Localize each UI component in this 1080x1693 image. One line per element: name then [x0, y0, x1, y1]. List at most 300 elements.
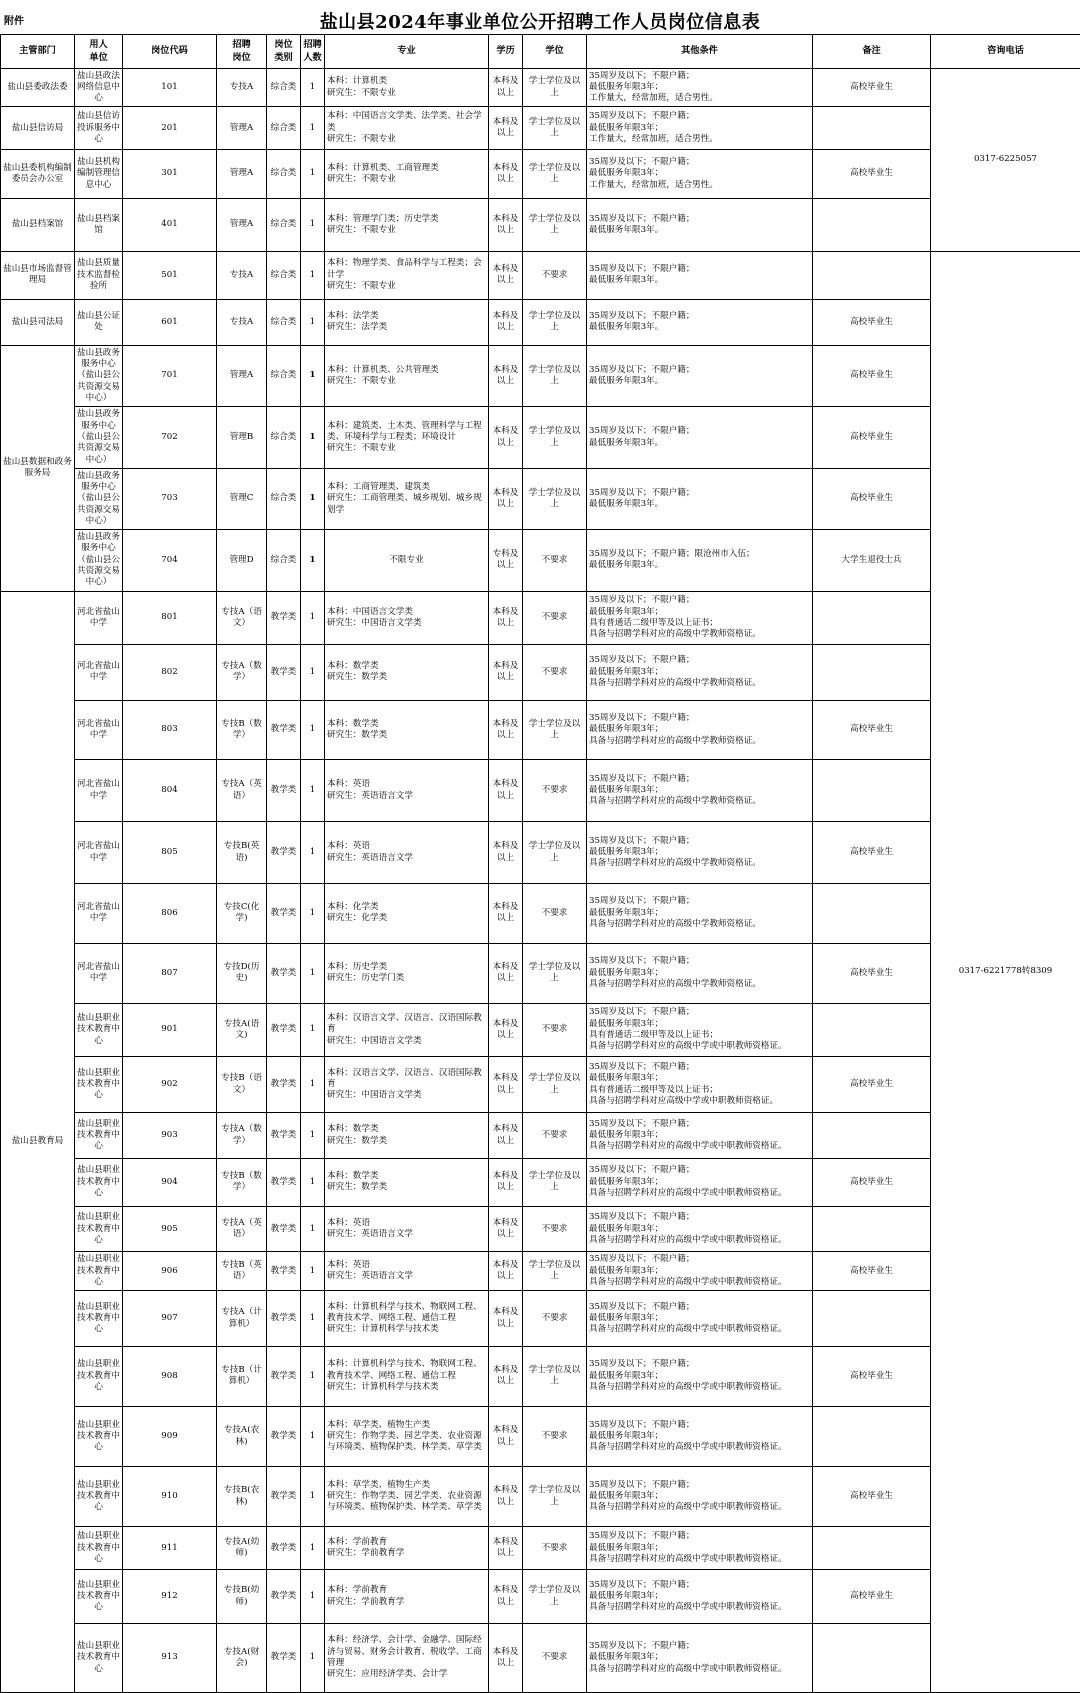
positions-table	[0, 34, 1080, 1693]
cell-conditions: 35周岁及以下；不限户籍； 最低服务年限3年； 具备与招聘学科对应的高级中学教师资格证。	[587, 883, 813, 943]
cell-degree: 不要求	[523, 1113, 587, 1158]
cell-major: 本科：英语 研究生：英语语言文学	[325, 760, 489, 822]
cell-education: 本科及以上	[489, 1004, 523, 1056]
cell-conditions: 35周岁及以下；不限户籍； 最低服务年限3年； 具备与招聘学科对应的高级中学或中职教师资格证。	[587, 1291, 813, 1347]
cell-category: 教学类	[267, 1004, 301, 1056]
table-row	[1, 252, 1080, 299]
cell-degree: 不要求	[523, 1527, 587, 1570]
cell-unit: 盐山县质量技术监督检验所	[75, 252, 123, 299]
header-remarks: 备注	[813, 35, 931, 69]
header-major: 专业	[325, 35, 489, 69]
cell-remarks	[813, 1113, 931, 1158]
cell-code: 806	[123, 883, 217, 943]
cell-degree: 学士学位及以上	[523, 822, 587, 884]
cell-major: 本科：数学类 研究生：数学类	[325, 1158, 489, 1206]
cell-unit: 盐山县职业技术教育中心	[75, 1467, 123, 1527]
cell-code: 911	[123, 1527, 217, 1570]
cell-major: 不限专业	[325, 530, 489, 591]
cell-dept: 盐山县委机构编制委员会办公室	[1, 150, 75, 198]
cell-count: 1	[301, 1113, 325, 1158]
cell-degree: 学士学位及以上	[523, 1467, 587, 1527]
cell-category: 教学类	[267, 883, 301, 943]
table-row	[1, 1252, 1080, 1291]
cell-category: 教学类	[267, 943, 301, 1004]
cell-position: 管理D	[217, 530, 267, 591]
cell-position: 管理B	[217, 407, 267, 468]
table-row	[1, 1467, 1080, 1527]
cell-degree: 学士学位及以上	[523, 468, 587, 529]
cell-count: 1	[301, 407, 325, 468]
cell-category: 综合类	[267, 107, 301, 150]
cell-major: 本科：英语 研究生：英语语言文学	[325, 1207, 489, 1252]
cell-unit: 盐山县政务服务中心（盐山县公共资源交易中心）	[75, 530, 123, 591]
cell-major: 本科：数学类 研究生：数学类	[325, 1113, 489, 1158]
cell-code: 905	[123, 1207, 217, 1252]
cell-category: 综合类	[267, 252, 301, 299]
cell-degree: 学士学位及以上	[523, 1252, 587, 1291]
header-conditions: 其他条件	[587, 35, 813, 69]
cell-count: 1	[301, 530, 325, 591]
table-header-row	[1, 35, 1080, 69]
cell-education: 本科及以上	[489, 407, 523, 468]
cell-major: 本科：建筑类、土木类、管理科学与工程类、环境科学与工程类；环境设计 研究生：不限专业	[325, 407, 489, 468]
cell-degree: 学士学位及以上	[523, 150, 587, 198]
cell-unit: 盐山县职业技术教育中心	[75, 1291, 123, 1347]
cell-conditions: 35周岁及以下；不限户籍； 最低服务年限3年； 具备与招聘学科对应的高级中学或中职教师资格证。	[587, 1207, 813, 1252]
table-row	[1, 822, 1080, 884]
cell-major: 本科：计算机科学与技术、物联网工程、教育技术学、网络工程、通信工程 研究生：计算机科学与技术类	[325, 1347, 489, 1407]
cell-unit: 盐山县职业技术教育中心	[75, 1207, 123, 1252]
cell-dept: 盐山县市场监督管理局	[1, 252, 75, 299]
cell-major: 本科：英语 研究生：英语语言文学	[325, 822, 489, 884]
cell-unit: 河北省盐山中学	[75, 591, 123, 645]
cell-major: 本科：数学类 研究生：数学类	[325, 645, 489, 701]
cell-code: 901	[123, 1004, 217, 1056]
cell-degree: 不要求	[523, 1207, 587, 1252]
table-row	[1, 760, 1080, 822]
cell-conditions: 35周岁及以下；不限户籍； 最低服务年限3年； 具备与招聘学科对应的高级中学或中职教师资格证。	[587, 1347, 813, 1407]
cell-major: 本科：汉语言文学、汉语言、汉语国际教育 研究生：中国语言文学类	[325, 1004, 489, 1056]
table-row	[1, 1347, 1080, 1407]
cell-education: 本科及以上	[489, 1527, 523, 1570]
table-row	[1, 69, 1080, 107]
cell-code: 912	[123, 1570, 217, 1624]
cell-education: 本科及以上	[489, 198, 523, 252]
cell-position: 专技B（数学）	[217, 700, 267, 760]
cell-education: 本科及以上	[489, 107, 523, 150]
cell-degree: 学士学位及以上	[523, 943, 587, 1004]
cell-category: 综合类	[267, 150, 301, 198]
cell-unit: 盐山县公证处	[75, 299, 123, 345]
cell-education: 本科及以上	[489, 645, 523, 701]
cell-category: 综合类	[267, 407, 301, 468]
cell-unit: 盐山县信访投诉服务中心	[75, 107, 123, 150]
cell-remarks: 高校毕业生	[813, 345, 931, 406]
table-row	[1, 1291, 1080, 1347]
header-degree: 学位	[523, 35, 587, 69]
cell-remarks: 高校毕业生	[813, 1347, 931, 1407]
cell-code: 908	[123, 1347, 217, 1407]
cell-degree: 学士学位及以上	[523, 1347, 587, 1407]
table-row	[1, 645, 1080, 701]
cell-category: 综合类	[267, 69, 301, 107]
header-code: 岗位代码	[123, 35, 217, 69]
cell-education: 本科及以上	[489, 591, 523, 645]
table-row	[1, 1623, 1080, 1692]
cell-category: 教学类	[267, 1207, 301, 1252]
table-row	[1, 107, 1080, 150]
cell-position: 专技B（计算机）	[217, 1347, 267, 1407]
cell-dept: 盐山县数据和政务服务局	[1, 345, 75, 591]
cell-degree: 不要求	[523, 645, 587, 701]
cell-degree: 学士学位及以上	[523, 299, 587, 345]
cell-major: 本科：化学类 研究生：化学类	[325, 883, 489, 943]
cell-count: 1	[301, 591, 325, 645]
cell-conditions: 35周岁及以下；不限户籍； 最低服务年限3年。	[587, 407, 813, 468]
cell-remarks: 高校毕业生	[813, 1056, 931, 1113]
cell-conditions: 35周岁及以下；不限户籍； 最低服务年限3年； 具有普通话二级甲等及以上证书； 具备与招聘学科对应的高级中学或中职教师资格证。	[587, 1004, 813, 1056]
cell-code: 401	[123, 198, 217, 252]
cell-code: 801	[123, 591, 217, 645]
cell-position: 专技A（英语）	[217, 1207, 267, 1252]
table-row	[1, 883, 1080, 943]
table-row	[1, 407, 1080, 468]
cell-conditions: 35周岁及以下；不限户籍； 最低服务年限3年； 具备与招聘学科对应的高级中学或中职教师资格证。	[587, 1623, 813, 1692]
cell-remarks: 高校毕业生	[813, 822, 931, 884]
attachment-label: 附件	[4, 16, 24, 27]
cell-count: 1	[301, 1004, 325, 1056]
cell-remarks: 高校毕业生	[813, 943, 931, 1004]
cell-major: 本科：草学类、植物生产类 研究生：作物学类、园艺学类、农业资源与环境类、植物保护类、林学类、草学类	[325, 1406, 489, 1467]
cell-count: 1	[301, 345, 325, 406]
cell-remarks: 高校毕业生	[813, 299, 931, 345]
cell-position: 专技A	[217, 299, 267, 345]
cell-count: 1	[301, 150, 325, 198]
cell-code: 804	[123, 760, 217, 822]
cell-count: 1	[301, 252, 325, 299]
cell-code: 704	[123, 530, 217, 591]
cell-remarks	[813, 198, 931, 252]
cell-position: 专技A	[217, 252, 267, 299]
cell-code: 201	[123, 107, 217, 150]
table-row	[1, 345, 1080, 406]
cell-education: 本科及以上	[489, 1347, 523, 1407]
cell-remarks	[813, 1406, 931, 1467]
cell-degree: 不要求	[523, 530, 587, 591]
cell-count: 1	[301, 1347, 325, 1407]
cell-remarks: 大学生退役士兵	[813, 530, 931, 591]
cell-degree: 不要求	[523, 1406, 587, 1467]
cell-dept: 盐山县教育局	[1, 591, 75, 1692]
cell-remarks: 高校毕业生	[813, 1467, 931, 1527]
cell-remarks	[813, 883, 931, 943]
cell-position: 专技B(农林)	[217, 1467, 267, 1527]
cell-count: 1	[301, 1158, 325, 1206]
cell-position: 专技B(英语)	[217, 822, 267, 884]
cell-category: 教学类	[267, 1570, 301, 1624]
cell-unit: 河北省盐山中学	[75, 700, 123, 760]
cell-unit: 盐山县职业技术教育中心	[75, 1623, 123, 1692]
page-title: 盐山县2024年事业单位公开招聘工作人员岗位信息表	[319, 12, 761, 33]
cell-position: 专技B(幼师)	[217, 1570, 267, 1624]
cell-conditions: 35周岁及以下；不限户籍； 最低服务年限3年。	[587, 468, 813, 529]
cell-degree: 学士学位及以上	[523, 1056, 587, 1113]
cell-dept: 盐山县司法局	[1, 299, 75, 345]
cell-dept: 盐山县委政法委	[1, 69, 75, 107]
cell-count: 1	[301, 468, 325, 529]
cell-count: 1	[301, 822, 325, 884]
cell-conditions: 35周岁及以下；不限户籍； 最低服务年限3年； 具有普通话二级甲等及以上证书； 具备与招聘学科对应的高级中学教师资格证。	[587, 591, 813, 645]
cell-phone: 0317-6225057	[931, 69, 1080, 252]
cell-conditions: 35周岁及以下；不限户籍； 最低服务年限3年； 具备与招聘学科对应的高级中学教师资格证。	[587, 645, 813, 701]
cell-major: 本科：学前教育 研究生：学前教育学	[325, 1570, 489, 1624]
cell-code: 902	[123, 1056, 217, 1113]
cell-conditions: 35周岁及以下；不限户籍；限沧州市入伍； 最低服务年限3年。	[587, 530, 813, 591]
cell-unit: 盐山县职业技术教育中心	[75, 1158, 123, 1206]
cell-position: 专技A	[217, 69, 267, 107]
cell-degree: 学士学位及以上	[523, 1570, 587, 1624]
cell-major: 本科：学前教育 研究生：学前教育学	[325, 1527, 489, 1570]
cell-unit: 盐山县政务服务中心（盐山县公共资源交易中心）	[75, 345, 123, 406]
table-row	[1, 530, 1080, 591]
cell-unit: 盐山县职业技术教育中心	[75, 1004, 123, 1056]
cell-count: 1	[301, 700, 325, 760]
cell-degree: 不要求	[523, 252, 587, 299]
cell-degree: 不要求	[523, 1291, 587, 1347]
table-row	[1, 1004, 1080, 1056]
cell-position: 专技A（计算机）	[217, 1291, 267, 1347]
cell-degree: 学士学位及以上	[523, 198, 587, 252]
cell-count: 1	[301, 1252, 325, 1291]
header-education: 学历	[489, 35, 523, 69]
cell-code: 702	[123, 407, 217, 468]
cell-major: 本科：工商管理类、建筑类 研究生：工商管理类、城乡规划、城乡规划学	[325, 468, 489, 529]
table-row	[1, 943, 1080, 1004]
cell-education: 本科及以上	[489, 1467, 523, 1527]
table-row	[1, 299, 1080, 345]
cell-position: 专技B（语文）	[217, 1056, 267, 1113]
cell-major: 本科：中国语言文学类 研究生：中国语言文学类	[325, 591, 489, 645]
cell-remarks: 高校毕业生	[813, 1252, 931, 1291]
cell-position: 专技A（语文）	[217, 591, 267, 645]
cell-degree: 学士学位及以上	[523, 345, 587, 406]
cell-category: 综合类	[267, 198, 301, 252]
cell-position: 管理A	[217, 198, 267, 252]
cell-conditions: 35周岁及以下；不限户籍； 最低服务年限3年； 具备与招聘学科对应的高级中学教师资格证。	[587, 700, 813, 760]
cell-conditions: 35周岁及以下；不限户籍； 最低服务年限3年； 具备与招聘学科对应的高级中学或中职教师资格证。	[587, 1527, 813, 1570]
cell-code: 703	[123, 468, 217, 529]
cell-major: 本科：汉语言文学、汉语言、汉语国际教育 研究生：中国语言文学类	[325, 1056, 489, 1113]
cell-remarks	[813, 1004, 931, 1056]
cell-major: 本科：管理学门类；历史学类 研究生：不限专业	[325, 198, 489, 252]
cell-conditions: 35周岁及以下；不限户籍； 最低服务年限3年； 具备与招聘学科对应的高级中学或中职教师资格证。	[587, 1570, 813, 1624]
cell-degree: 学士学位及以上	[523, 407, 587, 468]
cell-phone: 0317-6221778转8309	[931, 252, 1080, 1693]
cell-education: 本科及以上	[489, 69, 523, 107]
cell-unit: 盐山县职业技术教育中心	[75, 1252, 123, 1291]
table-row	[1, 1406, 1080, 1467]
table-row	[1, 1527, 1080, 1570]
cell-unit: 河北省盐山中学	[75, 822, 123, 884]
cell-education: 本科及以上	[489, 299, 523, 345]
cell-count: 1	[301, 1291, 325, 1347]
cell-major: 本科：中国语言文学类、法学类、社会学类 研究生：不限专业	[325, 107, 489, 150]
cell-position: 专技A（数学）	[217, 1113, 267, 1158]
cell-category: 教学类	[267, 1347, 301, 1407]
cell-major: 本科：计算机类、公共管理类 研究生：不限专业	[325, 345, 489, 406]
cell-remarks: 高校毕业生	[813, 468, 931, 529]
cell-code: 904	[123, 1158, 217, 1206]
cell-degree: 不要求	[523, 883, 587, 943]
cell-degree: 学士学位及以上	[523, 1158, 587, 1206]
cell-unit: 盐山县机构编制管理信息中心	[75, 150, 123, 198]
cell-conditions: 35周岁及以下；不限户籍； 最低服务年限3年。	[587, 198, 813, 252]
cell-conditions: 35周岁及以下；不限户籍； 最低服务年限3年； 具备与招聘学科对应的高级中学教师资格证。	[587, 943, 813, 1004]
cell-conditions: 35周岁及以下；不限户籍； 最低服务年限3年； 工作量大，经常加班，适合男性。	[587, 69, 813, 107]
cell-count: 1	[301, 69, 325, 107]
table-row	[1, 150, 1080, 198]
cell-position: 专技C(化学)	[217, 883, 267, 943]
cell-position: 专技A(农林)	[217, 1406, 267, 1467]
cell-remarks: 高校毕业生	[813, 150, 931, 198]
cell-category: 综合类	[267, 299, 301, 345]
cell-education: 本科及以上	[489, 345, 523, 406]
cell-education: 专科及以上	[489, 530, 523, 591]
cell-category: 教学类	[267, 760, 301, 822]
cell-unit: 河北省盐山中学	[75, 645, 123, 701]
cell-conditions: 35周岁及以下；不限户籍； 最低服务年限3年。	[587, 299, 813, 345]
cell-count: 1	[301, 1570, 325, 1624]
cell-unit: 盐山县职业技术教育中心	[75, 1406, 123, 1467]
table-row	[1, 1207, 1080, 1252]
cell-count: 1	[301, 1467, 325, 1527]
cell-remarks: 高校毕业生	[813, 1158, 931, 1206]
cell-code: 906	[123, 1252, 217, 1291]
cell-count: 1	[301, 1527, 325, 1570]
header-phone: 咨询电话	[931, 35, 1080, 69]
cell-remarks	[813, 645, 931, 701]
cell-position: 专技A(幼师)	[217, 1527, 267, 1570]
cell-remarks	[813, 1291, 931, 1347]
cell-code: 909	[123, 1406, 217, 1467]
cell-position: 专技D(历史)	[217, 943, 267, 1004]
cell-count: 1	[301, 943, 325, 1004]
cell-position: 专技A(语文)	[217, 1004, 267, 1056]
cell-degree: 学士学位及以上	[523, 69, 587, 107]
cell-category: 教学类	[267, 1158, 301, 1206]
cell-major: 本科：草学类、植物生产类 研究生：作物学类、园艺学类、农业资源与环境类、植物保护类、林学类、草学类	[325, 1467, 489, 1527]
table-row	[1, 1570, 1080, 1624]
cell-remarks: 高校毕业生	[813, 1570, 931, 1624]
cell-remarks: 高校毕业生	[813, 69, 931, 107]
cell-position: 专技B（英语）	[217, 1252, 267, 1291]
cell-education: 本科及以上	[489, 1158, 523, 1206]
cell-conditions: 35周岁及以下；不限户籍； 最低服务年限3年； 具备与招聘学科对应的高级中学或中职教师资格证。	[587, 1467, 813, 1527]
cell-education: 本科及以上	[489, 943, 523, 1004]
cell-education: 本科及以上	[489, 700, 523, 760]
cell-category: 综合类	[267, 468, 301, 529]
cell-education: 本科及以上	[489, 760, 523, 822]
cell-unit: 盐山县政务服务中心（盐山县公共资源交易中心）	[75, 468, 123, 529]
cell-code: 802	[123, 645, 217, 701]
cell-category: 教学类	[267, 822, 301, 884]
table-row	[1, 1113, 1080, 1158]
cell-category: 教学类	[267, 1527, 301, 1570]
cell-education: 本科及以上	[489, 468, 523, 529]
cell-education: 本科及以上	[489, 1252, 523, 1291]
cell-code: 701	[123, 345, 217, 406]
cell-code: 601	[123, 299, 217, 345]
cell-conditions: 35周岁及以下；不限户籍； 最低服务年限3年。	[587, 345, 813, 406]
cell-position: 专技A(财会)	[217, 1623, 267, 1692]
cell-remarks	[813, 1527, 931, 1570]
cell-remarks	[813, 107, 931, 150]
cell-count: 1	[301, 1623, 325, 1692]
cell-degree: 不要求	[523, 1623, 587, 1692]
cell-conditions: 35周岁及以下；不限户籍； 最低服务年限3年； 工作量大，经常加班，适合男性。	[587, 150, 813, 198]
cell-dept: 盐山县档案馆	[1, 198, 75, 252]
cell-count: 1	[301, 1406, 325, 1467]
cell-unit: 盐山县职业技术教育中心	[75, 1570, 123, 1624]
cell-remarks: 高校毕业生	[813, 407, 931, 468]
cell-unit: 盐山县职业技术教育中心	[75, 1347, 123, 1407]
cell-education: 本科及以上	[489, 1113, 523, 1158]
cell-unit: 盐山县职业技术教育中心	[75, 1527, 123, 1570]
cell-category: 教学类	[267, 1113, 301, 1158]
cell-major: 本科：经济学、会计学、金融学、国际经济与贸易、财务会计教育、税收学、工商管理 研究生：应用经济学类、会计学	[325, 1623, 489, 1692]
cell-category: 教学类	[267, 1467, 301, 1527]
cell-unit: 河北省盐山中学	[75, 883, 123, 943]
cell-count: 1	[301, 299, 325, 345]
cell-count: 1	[301, 760, 325, 822]
cell-remarks	[813, 1207, 931, 1252]
cell-remarks	[813, 252, 931, 299]
table-row	[1, 468, 1080, 529]
cell-conditions: 35周岁及以下；不限户籍； 最低服务年限3年； 具有普通话二级甲等及以上证书； 具备与招聘学科对应高级中学或中职教师资格证。	[587, 1056, 813, 1113]
cell-major: 本科：计算机科学与技术、物联网工程、教育技术学、网络工程、通信工程 研究生：计算机科学与技术类	[325, 1291, 489, 1347]
cell-category: 教学类	[267, 1056, 301, 1113]
header-unit: 用人 单位	[75, 35, 123, 69]
cell-code: 805	[123, 822, 217, 884]
cell-count: 1	[301, 1056, 325, 1113]
table-row	[1, 700, 1080, 760]
cell-conditions: 35周岁及以下；不限户籍； 最低服务年限3年； 具备与招聘学科对应的高级中学或中职教师资格证。	[587, 1406, 813, 1467]
header-position: 招聘 岗位	[217, 35, 267, 69]
cell-education: 本科及以上	[489, 1291, 523, 1347]
cell-remarks: 高校毕业生	[813, 700, 931, 760]
cell-conditions: 35周岁及以下；不限户籍； 最低服务年限3年； 具备与招聘学科对应的高级中学或中职教师资格证。	[587, 1158, 813, 1206]
cell-major: 本科：计算机类、工商管理类 研究生：不限专业	[325, 150, 489, 198]
cell-position: 专技A（数学）	[217, 645, 267, 701]
cell-remarks	[813, 591, 931, 645]
cell-degree: 不要求	[523, 1004, 587, 1056]
cell-category: 综合类	[267, 530, 301, 591]
cell-code: 807	[123, 943, 217, 1004]
cell-unit: 盐山县职业技术教育中心	[75, 1113, 123, 1158]
cell-major: 本科：数学类 研究生：数学类	[325, 700, 489, 760]
cell-major: 本科：历史学类 研究生：历史学门类	[325, 943, 489, 1004]
cell-category: 综合类	[267, 345, 301, 406]
cell-category: 教学类	[267, 1623, 301, 1692]
cell-degree: 不要求	[523, 591, 587, 645]
cell-count: 1	[301, 198, 325, 252]
cell-position: 专技B（数学）	[217, 1158, 267, 1206]
cell-unit: 盐山县政务服务中心（盐山县公共资源交易中心）	[75, 407, 123, 468]
cell-unit: 盐山县政法网络信息中心	[75, 69, 123, 107]
cell-count: 1	[301, 107, 325, 150]
header-count: 招聘 人数	[301, 35, 325, 69]
cell-education: 本科及以上	[489, 1623, 523, 1692]
